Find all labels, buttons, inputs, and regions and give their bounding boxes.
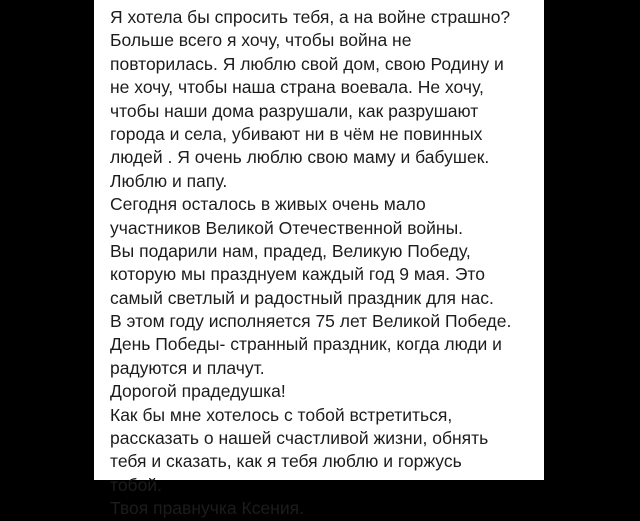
- letter-text: [110, 6, 511, 521]
- letter-line-3: повторилась. Я люблю свой дом, свою Родину и: [110, 53, 504, 74]
- letter-line-15: День Победы- странный праздник, когда люди и: [110, 334, 502, 355]
- letter-line-14: В этом году исполняется 75 лет Великой Победе.: [110, 311, 512, 332]
- letter-line-5: чтобы наши дома разрушали, как разрушают: [110, 100, 479, 121]
- letter-line-22: Твоя правнучка Ксения.: [110, 498, 304, 519]
- letter-line-4: не хочу, чтобы наша страна воевала. Не хочу,: [110, 77, 484, 98]
- letter-line-16: радуются и плачут.: [110, 357, 265, 378]
- letter-line-18: Как бы мне хотелось с тобой встретиться,: [110, 404, 453, 425]
- letter-line-21: тобой.: [110, 474, 162, 495]
- letter-line-6: города и села, убивают ни в чём не повинных: [110, 123, 483, 144]
- letter-line-11: Вы подарили нам, прадед, Великую Победу,: [110, 240, 471, 261]
- letter-line-19: рассказать о нашей счастливой жизни, обнять: [110, 428, 489, 449]
- letter-line-9: Сегодня осталось в живых очень мало: [110, 194, 426, 215]
- letter-line-17: Дорогой прадедушка!: [110, 381, 286, 402]
- letter-page: [94, 0, 544, 519]
- letter-line-2: Больше всего я хочу, чтобы война не: [110, 30, 412, 51]
- letter-line-12: которую мы празднуем каждый год 9 мая. Это: [110, 264, 485, 285]
- letter-line-8: Люблю и папу.: [110, 170, 228, 191]
- letter-line-20: тебя и сказать, как я тебя люблю и горжусь: [110, 451, 462, 472]
- letter-line-10: участников Великой Отечественной войны.: [110, 217, 464, 238]
- letter-line-7: людей . Я очень люблю свою маму и бабушек.: [110, 147, 490, 168]
- letter-line-13: самый светлый и радостный праздник для нас.: [110, 287, 494, 308]
- letter-line-1: Я хотела бы спросить тебя, а на войне страшно?: [110, 7, 511, 27]
